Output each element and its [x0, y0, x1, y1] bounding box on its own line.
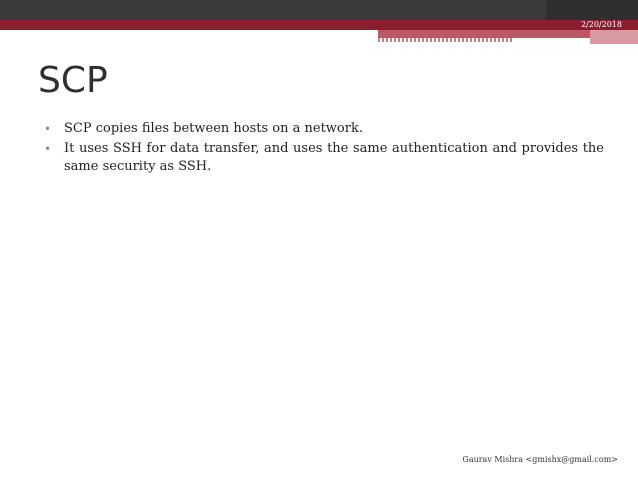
bullet-list [44, 120, 604, 178]
bullet-marker: • [44, 122, 52, 136]
bullet-item [44, 140, 604, 176]
slide-footer: Gaurav Mishra <gmishx@gmail.com> [462, 455, 618, 464]
bullet-text: SCP copies files between hosts on a network. [64, 121, 363, 136]
bullet-item [44, 120, 604, 138]
header-band-red [0, 20, 638, 30]
header-band-dark [0, 0, 638, 20]
bullet-text: It uses SSH for data transfer, and uses the same authentication and provides the same security as SSH. [64, 141, 604, 174]
slide-date: 2/20/2018 [580, 20, 622, 29]
header-band-dark-right [546, 0, 638, 20]
header-band-lines [378, 38, 514, 42]
slide-title: SCP [38, 60, 108, 101]
header-band-pink [590, 30, 638, 44]
bullet-marker: • [44, 142, 52, 156]
